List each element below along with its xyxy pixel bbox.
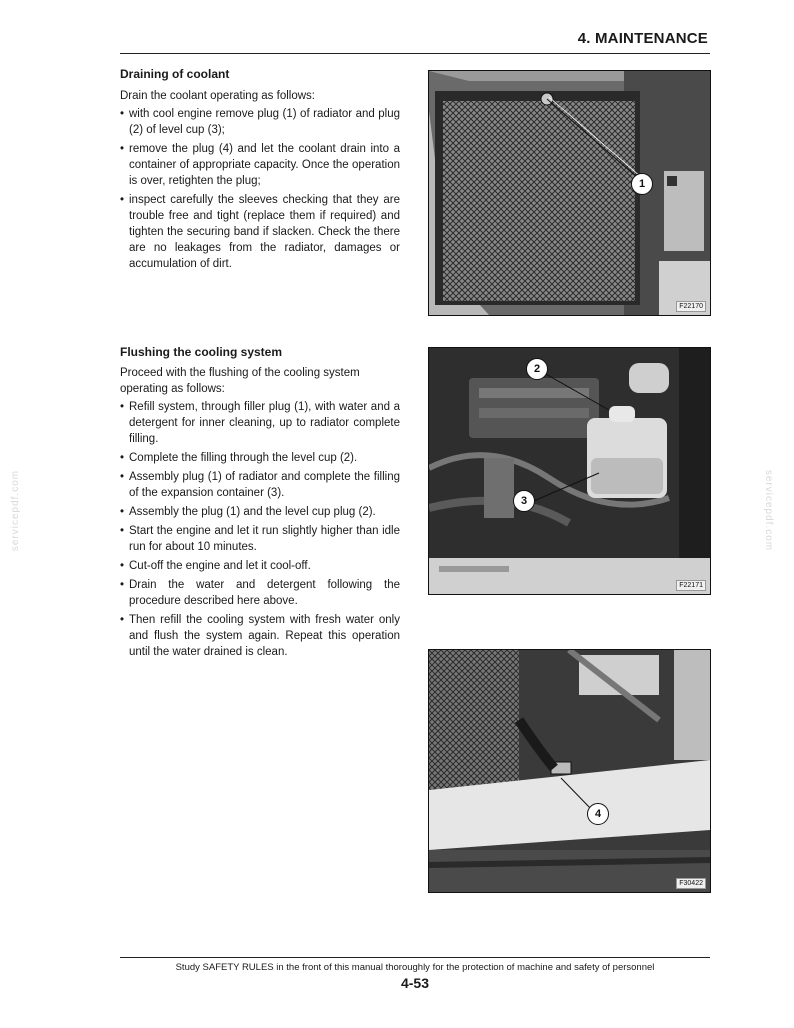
page-header-title: 4. MAINTENANCE — [577, 30, 708, 47]
page-number: 4-53 — [400, 975, 430, 991]
list-item: • Assembly the plug (1) and the level cup plug (2). — [120, 504, 400, 520]
footer-rule — [120, 957, 710, 958]
callout-4: 4 — [587, 803, 609, 825]
flushing-steps — [120, 399, 400, 663]
figure-radiator — [428, 70, 711, 316]
list-item: • Complete the filling through the level cup (2). — [120, 450, 400, 466]
radiator-photo — [429, 71, 710, 315]
footer-safety-note: Study SAFETY RULES in the front of this manual thoroughly for the protection of machine and safety of personnel — [175, 962, 655, 973]
list-item: • Refill system, through filler plug (1), with water and a detergent for inner cleaning, up to radiator complete filling. — [120, 399, 400, 447]
list-item: • Cut-off the engine and let it cool-off. — [120, 558, 400, 574]
list-item: • Assembly plug (1) of radiator and complete the filling of the expansion container (3). — [120, 469, 400, 501]
list-item: • inspect carefully the sleeves checking that they are trouble free and tight (replace them if required) and tighten the securing band if slacken. Check the there are no leakages from the radiator, damages or accumulation of dirt. — [120, 192, 400, 272]
list-item: • Drain the water and detergent following the procedure described here above. — [120, 577, 400, 609]
flushing-intro: Proceed with the flushing of the cooling system operating as follows: — [120, 367, 360, 395]
figure-engine — [428, 347, 711, 595]
draining-heading: Draining of coolant — [120, 67, 230, 81]
engine-photo — [429, 348, 710, 594]
draining-steps — [120, 106, 400, 275]
list-item: • Start the engine and let it run slightly higher than idle run for about 10 minutes. — [120, 523, 400, 555]
drain-plug-photo — [429, 650, 710, 892]
callout-3: 3 — [513, 490, 535, 512]
list-item: • Then refill the cooling system with fresh water only and flush the system again. Repeat this operation until the water drained is clean. — [120, 612, 400, 660]
figure-drain-plug — [428, 649, 711, 893]
list-item: • with cool engine remove plug (1) of radiator and plug (2) of level cup (3); — [120, 106, 400, 138]
callout-1: 1 — [631, 173, 653, 195]
watermark-right: servicepdf.com — [763, 469, 775, 552]
draining-intro: Drain the coolant operating as follows: — [120, 90, 315, 102]
figure-code: F22171 — [676, 580, 706, 591]
callout-2: 2 — [526, 358, 548, 380]
figure-code: F30422 — [676, 878, 706, 889]
list-item: • remove the plug (4) and let the coolant drain into a container of appropriate capacity. Once the operation is over, retighten the plug; — [120, 141, 400, 189]
figure-code: F22170 — [676, 301, 706, 312]
header-rule — [120, 53, 710, 54]
flushing-heading: Flushing the cooling system — [120, 345, 283, 359]
watermark-left: servicepdf.com — [10, 469, 22, 552]
